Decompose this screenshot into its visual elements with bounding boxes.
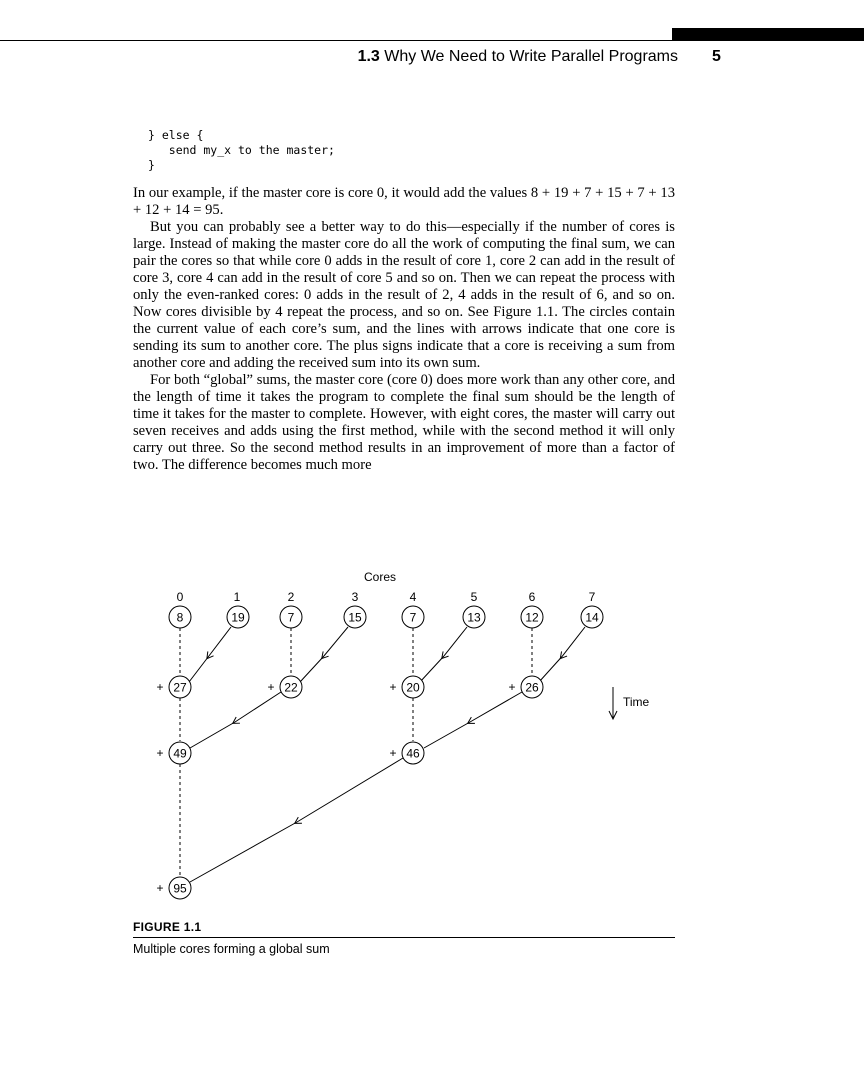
send-arrow [539,627,585,682]
node-value: 22 [284,680,298,695]
section-title: Why We Need to Write Parallel Programs [384,48,678,65]
core-node [169,606,191,628]
core-id: 2 [287,590,295,604]
plus-sign: + [389,746,397,760]
node-value: 46 [406,746,420,761]
node-value: 7 [409,610,417,625]
core-node [521,606,543,628]
sum-node [389,676,424,698]
cores-label: Cores [363,570,397,584]
core-id: 1 [233,590,241,604]
plus-sign: + [508,680,516,694]
send-arrow [190,758,403,882]
node-value: 19 [231,610,245,625]
plus-sign: + [156,746,164,760]
figure-label: FIGURE 1.1 [133,920,202,934]
section-number: 1.3 [357,48,380,65]
send-arrow [424,692,522,748]
code-block [148,128,335,173]
header-bar-block [672,28,864,40]
global-sum-diagram [0,560,864,910]
core-id: 0 [176,590,184,604]
plus-sign: + [156,881,164,895]
node-value: 26 [525,680,539,695]
plus-sign: + [389,680,397,694]
core-node [463,606,485,628]
core-id: 7 [588,590,596,604]
send-arrow [420,627,467,682]
node-value: 27 [173,680,187,695]
core-id: 3 [351,590,359,604]
node-value: 7 [287,610,295,625]
figure-caption: Multiple cores forming a global sum [133,942,330,956]
node-value: 95 [173,881,187,896]
code-line: } else { [148,128,204,142]
sum-node [267,676,302,698]
core-node [581,606,603,628]
send-arrow [189,627,231,682]
send-arrow [300,627,348,682]
core-node [227,606,249,628]
node-value: 15 [348,610,362,625]
figure-rule [133,937,675,938]
node-value: 20 [406,680,420,695]
code-line: } [148,158,155,172]
core-node [344,606,366,628]
sum-node [508,676,543,698]
plus-sign: + [156,680,164,694]
paragraph: For both “global” sums, the master core (core 0) does more work than any other core, and the length of time it takes the program to complete the final sum should be the length of time it takes for the master to complete. However, with eight cores, the master will carry out seven receives and adds using the first method, while with the second method it will only carry out three. So the second method results in an improvement of more than a factor of two. The difference becomes much more [133,372,675,473]
core-node [280,606,302,628]
core-id: 6 [528,590,536,604]
time-arrow [609,687,650,719]
node-value: 14 [585,610,599,625]
send-arrow [190,692,281,748]
node-value: 8 [176,610,184,625]
sum-node [389,742,424,764]
final-sum-node [156,877,191,899]
node-value: 12 [525,610,539,625]
running-head [300,48,678,66]
plus-sign: + [267,680,275,694]
time-label: Time [623,695,650,709]
core-id: 5 [470,590,478,604]
sum-node [156,676,191,698]
code-line: send my_x to the master; [148,143,335,157]
node-value: 13 [467,610,481,625]
paragraph: But you can probably see a better way to do this—especially if the number of cores is large. Instead of making the master core do all the work of computing the final sum, we can pair the cores so that while core 0 adds in the result of core 1, core 2 can add in the result of core 3, core 4 can add in the result of core 5 and so on. Then we can repeat the process with only the even-ranked cores: 0 adds in the result of 2, 4 adds in the result of 6, and so on. Now cores divisible by 4 repeat the process, and so on. See Figure 1.1. The circles contain the current value of each core’s sum, and the lines with arrows indicate that one core is sending its sum to another core. The plus signs indicate that a core is receiving a sum from another core and adding the received sum into its own sum. [133,219,675,371]
core-node [402,606,424,628]
paragraph: In our example, if the master core is core 0, it would add the values 8 + 19 + 7 + 15 + 7 + 13 + 12 + 14 = 95. [133,185,675,218]
sum-node [156,742,191,764]
node-value: 49 [173,746,187,761]
body-text [133,185,675,474]
header-rule [0,40,864,41]
core-id: 4 [409,590,417,604]
page-number: 5 [712,48,721,65]
